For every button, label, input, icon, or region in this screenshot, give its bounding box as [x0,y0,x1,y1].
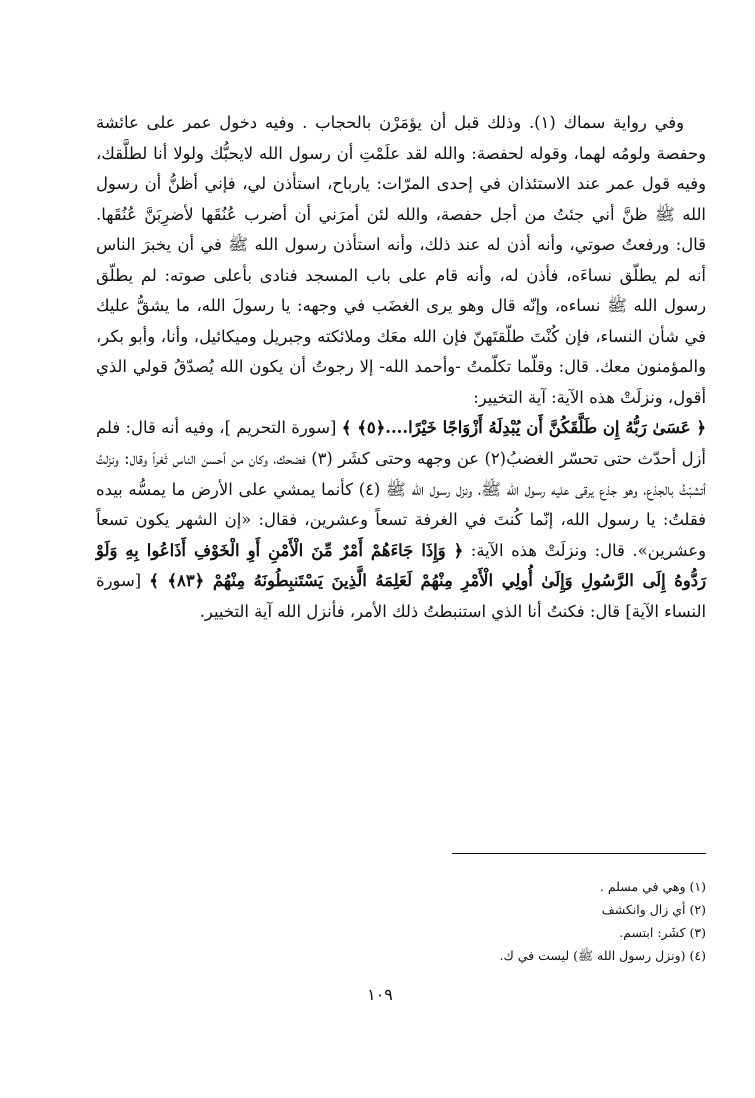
footnote-1: (١) وهي في مسلم . [599,879,706,894]
main-text-block [96,108,706,627]
page-number: ١٠٩ [367,985,393,1004]
footnote-divider [452,853,706,854]
quran-verse-nisa: ﴿ وَإِذَا جَاءَهُمْ أَمْرٌ مِّنَ الْأَمْنِ أَوِ الْخَوْفِ أَذَاعُوا بِهِ وَلَوْ رَدُّوهُ إِلَى الرَّسُولِ وَإِلَىٰ أُولِي الْأَمْرِ مِنْهُمْ لَعَلِمَهُ الَّذِينَ يَسْتَنبِطُونَهُ مِنْهُمْ ﴿٨٣﴾ ﴾ [96,540,707,591]
verse-citation-text: [سورة التحريم ]، وفيه أنه قال: فلم أزل أحدّث حتى تحسّر الغضبُ(٢) عن وجهه وحتى كشَر (٣) فضحك، وكان من أحسن الناس ثَغراً وقال: ونزلتُ أتشبّثُ بالجذع، وهو جذع يرقى عليه رسول الله ﷺ، ونزل رسول الله ﷺ (٤) كأنما يمشي على الأرض ما يمسُّه بيده فقلتُ: يا رسول الله، إنّما كُنتَ في الغرفة تسعاً وعشرين، فقال: «إن الشهر يكون تسعاً وعشرين». قال: ونزلَتْ هذه الآية: [96,418,707,560]
body-paragraph-1: وفي رواية سماك (١). وذلك قبل أن يؤمَرْن بالحجاب . وفيه دخول عمر على عائشة وحفصة ولومُه لهما، وقوله لحفصة: والله لقد علَمْتِ أن رسول الله لايحبُّك ولولا أنا لطلَّقك، وفيه قول عمر عند الاستئذان في إحدى المرّات: يارباح، استأذن لي، فإني أظنُّ أن رسول الله ﷺ ظنَّ أني جئتُ من أجل حفصة، والله لئن أمرَني أن أضرب عُنُقَها لأضرِبَنَّ عُنُقَها. قال: ورفعتُ صوتي، وأنه أذن له عند ذلك، وأنه استأذن رسول الله ﷺ في أن يخبرَ الناس أنه لم يطلّق نساءَه، فأذن له، وأنه قام على باب المسجد فنادى بأعلى صوته: لم يطلّق رسول الله ﷺ نساءه، وإنّه قال وهو يرى الغضَب في وجهه: يا رسولَ الله، ما يشقُّ عليك في شأن النساء، فإن كُنْتَ طلّقتَهنّ فإن الله معَك وملائكته وجبريل وميكائيل، وأنا، وأبو بكر، والمؤمنون معك. قال: وقلّما تكلّمتُ -وأحمد الله- إلا رجوتُ أن يكون الله يُصدّقُ قولي الذي أقول، ونزلَتْ هذه الآية: آية التخيير: [96,113,706,407]
footnote-2: (٢) أي زال وانكشف [601,902,706,917]
body-paragraph-2 [96,413,706,627]
footnote-4: (٤) (ونزل رسول الله ﷺ) ليست في ك. [499,948,706,963]
footnotes [300,875,706,967]
closing-text: [سورة النساء الآية] قال: فكنتُ أنا الذي استنبطتُ ذلك الأمر، فأنزل الله آية التخيير. [96,571,706,621]
footnote-3: (٣) كشَر: ابتسم. [619,925,706,940]
quran-verse-tahrim: ﴿ عَسَىٰ رَبُّهُ إِن طَلَّقَكُنَّ أَن يُبْدِلَهُ أَزْوَاجًا خَيْرًا....﴿٥﴾ ﴾ [341,418,706,438]
